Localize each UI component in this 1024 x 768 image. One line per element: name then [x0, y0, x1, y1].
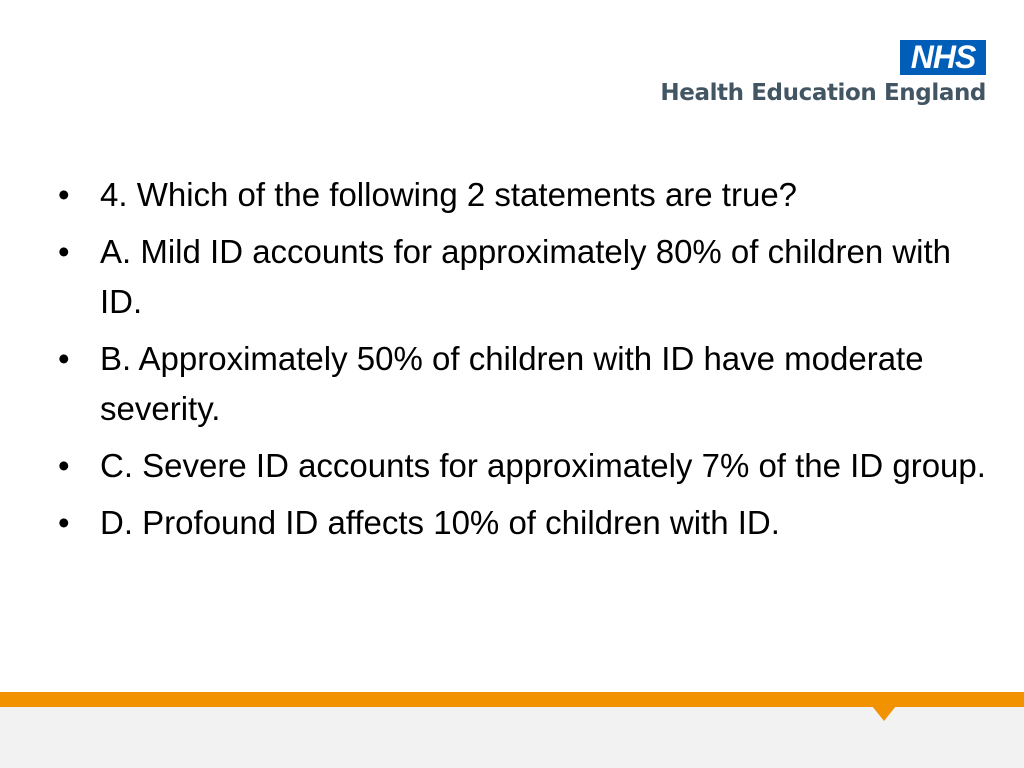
- bullet-text: B. Approximately 50% of children with ID have moderate severity.: [100, 340, 924, 427]
- bullet-option-d: [58, 498, 988, 548]
- footer-notch: [872, 706, 896, 721]
- bullet-list: [58, 170, 988, 548]
- slide-content: [58, 170, 988, 555]
- nhs-logo-text: NHS: [910, 39, 976, 75]
- bullet-question: [58, 170, 988, 220]
- bullet-text: C. Severe ID accounts for approximately 7% of the ID group.: [100, 447, 986, 484]
- bullet-marker: •: [58, 176, 70, 213]
- bullet-text: A. Mild ID accounts for approximately 80% of children with ID.: [100, 233, 952, 320]
- hee-logo: [630, 38, 990, 118]
- bullet-marker: •: [58, 504, 70, 541]
- footer-grey-base: [0, 707, 1024, 768]
- nhs-logo-box: [900, 40, 986, 75]
- footer-orange-band: [0, 692, 1024, 707]
- bullet-marker: •: [58, 447, 70, 484]
- bullet-option-c: [58, 441, 988, 491]
- bullet-option-a: [58, 227, 988, 327]
- bullet-text: D. Profound ID affects 10% of children with ID.: [100, 504, 780, 541]
- organisation-name: Health Education England: [660, 80, 986, 106]
- bullet-marker: •: [58, 233, 70, 270]
- bullet-marker: •: [58, 340, 70, 377]
- bullet-text: 4. Which of the following 2 statements are true?: [100, 176, 798, 213]
- bullet-option-b: [58, 334, 988, 434]
